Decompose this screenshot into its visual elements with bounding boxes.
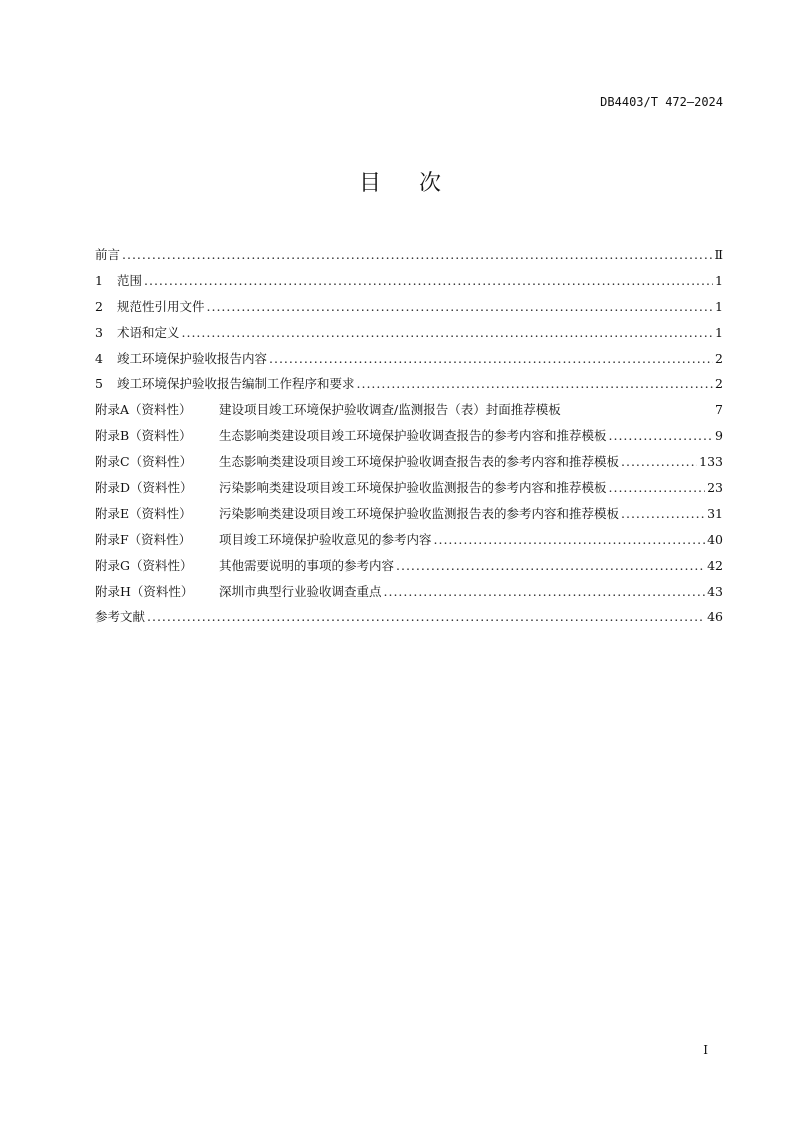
toc-leader	[144, 273, 713, 288]
toc-entry-foreword[interactable]	[95, 245, 723, 271]
toc-label: 深圳市典型行业验收调查重点	[219, 583, 382, 599]
toc-leader	[357, 376, 714, 391]
toc-leader	[122, 247, 712, 262]
toc-page: 7	[715, 402, 723, 418]
toc-label: 污染影响类建设项目竣工环境保护验收监测报告的参考内容和推荐模板	[219, 480, 607, 496]
toc-number: 4	[95, 350, 103, 366]
toc-page: 1	[715, 324, 723, 340]
toc-label: 规范性引用文件	[117, 298, 205, 314]
toc-label: 污染影响类建设项目竣工环境保护验收监测报告表的参考内容和推荐模板	[219, 505, 620, 521]
toc-entry-4[interactable]	[95, 349, 723, 375]
toc-page: 2	[715, 350, 723, 366]
toc-entry-appendix-f[interactable]	[95, 530, 723, 556]
toc-leader	[269, 351, 713, 366]
toc-leader	[396, 558, 705, 573]
toc-page: 43	[707, 583, 723, 599]
toc-entry-1[interactable]	[95, 271, 723, 297]
toc-entry-appendix-a[interactable]	[95, 400, 723, 426]
toc-entry-2[interactable]	[95, 297, 723, 323]
toc-leader	[609, 428, 714, 443]
toc-page: 133	[699, 454, 723, 470]
page-number: I	[703, 1043, 708, 1057]
toc-leader	[434, 532, 706, 547]
toc-page: 2	[715, 376, 723, 392]
toc-label: 项目竣工环境保护验收意见的参考内容	[219, 531, 432, 547]
toc-leader	[182, 325, 714, 340]
toc-label: 竣工环境保护验收报告内容	[117, 350, 268, 366]
toc-leader	[621, 506, 705, 521]
toc-appendix-prefix: 附录F（资料性）	[95, 531, 192, 547]
toc-entry-appendix-c[interactable]	[95, 452, 723, 478]
toc-page: 31	[707, 505, 723, 521]
toc-appendix-prefix: 附录B（资料性）	[95, 428, 192, 444]
table-of-contents	[95, 245, 723, 633]
toc-label: 生态影响类建设项目竣工环境保护验收调查报告的参考内容和推荐模板	[219, 428, 607, 444]
toc-label: 生态影响类建设项目竣工环境保护验收调查报告表的参考内容和推荐模板	[219, 454, 620, 470]
toc-page: 40	[707, 531, 723, 547]
toc-number: 5	[95, 376, 103, 392]
toc-entry-appendix-e[interactable]	[95, 504, 723, 530]
toc-page: 23	[707, 480, 723, 496]
toc-page: 9	[715, 428, 723, 444]
toc-entry-appendix-d[interactable]	[95, 478, 723, 504]
toc-page: 1	[715, 272, 723, 288]
toc-entry-appendix-b[interactable]	[95, 426, 723, 452]
toc-entry-5[interactable]	[95, 374, 723, 400]
toc-appendix-prefix: 附录E（资料性）	[95, 505, 192, 521]
toc-entry-appendix-g[interactable]	[95, 556, 723, 582]
toc-label: 竣工环境保护验收报告编制工作程序和要求	[117, 376, 355, 392]
toc-label: 前言	[95, 247, 121, 262]
toc-entry-3[interactable]	[95, 323, 723, 349]
toc-leader	[609, 480, 706, 495]
toc-leader	[621, 454, 697, 469]
toc-leader	[147, 609, 705, 624]
toc-appendix-prefix: 附录A（资料性）	[95, 402, 192, 418]
toc-label: 其他需要说明的事项的参考内容	[219, 557, 395, 573]
toc-label: 范围	[117, 272, 143, 288]
toc-leader	[207, 299, 714, 314]
toc-label: 术语和定义	[117, 324, 180, 340]
toc-number: 2	[95, 298, 103, 314]
toc-entry-appendix-h[interactable]	[95, 582, 723, 608]
toc-entry-references[interactable]	[95, 607, 723, 633]
document-code: DB4403/T 472—2024	[600, 95, 723, 109]
toc-page: 46	[707, 609, 723, 625]
toc-appendix-prefix: 附录G（资料性）	[95, 557, 193, 573]
toc-label: 参考文献	[95, 609, 146, 625]
toc-label: 建设项目竣工环境保护验收调查/监测报告（表）封面推荐模板	[219, 402, 561, 418]
toc-page: 42	[707, 557, 723, 573]
toc-page: 1	[715, 298, 723, 314]
toc-page: Ⅱ	[714, 247, 723, 262]
toc-appendix-prefix: 附录H（资料性）	[95, 583, 194, 599]
page-title	[0, 166, 800, 197]
toc-leader	[384, 584, 706, 599]
title-char-2: 次	[419, 171, 442, 196]
toc-number: 1	[95, 272, 103, 288]
title-char-1: 目	[358, 171, 381, 196]
toc-number: 3	[95, 324, 103, 340]
toc-appendix-prefix: 附录D（资料性）	[95, 480, 193, 496]
toc-appendix-prefix: 附录C（资料性）	[95, 454, 193, 470]
